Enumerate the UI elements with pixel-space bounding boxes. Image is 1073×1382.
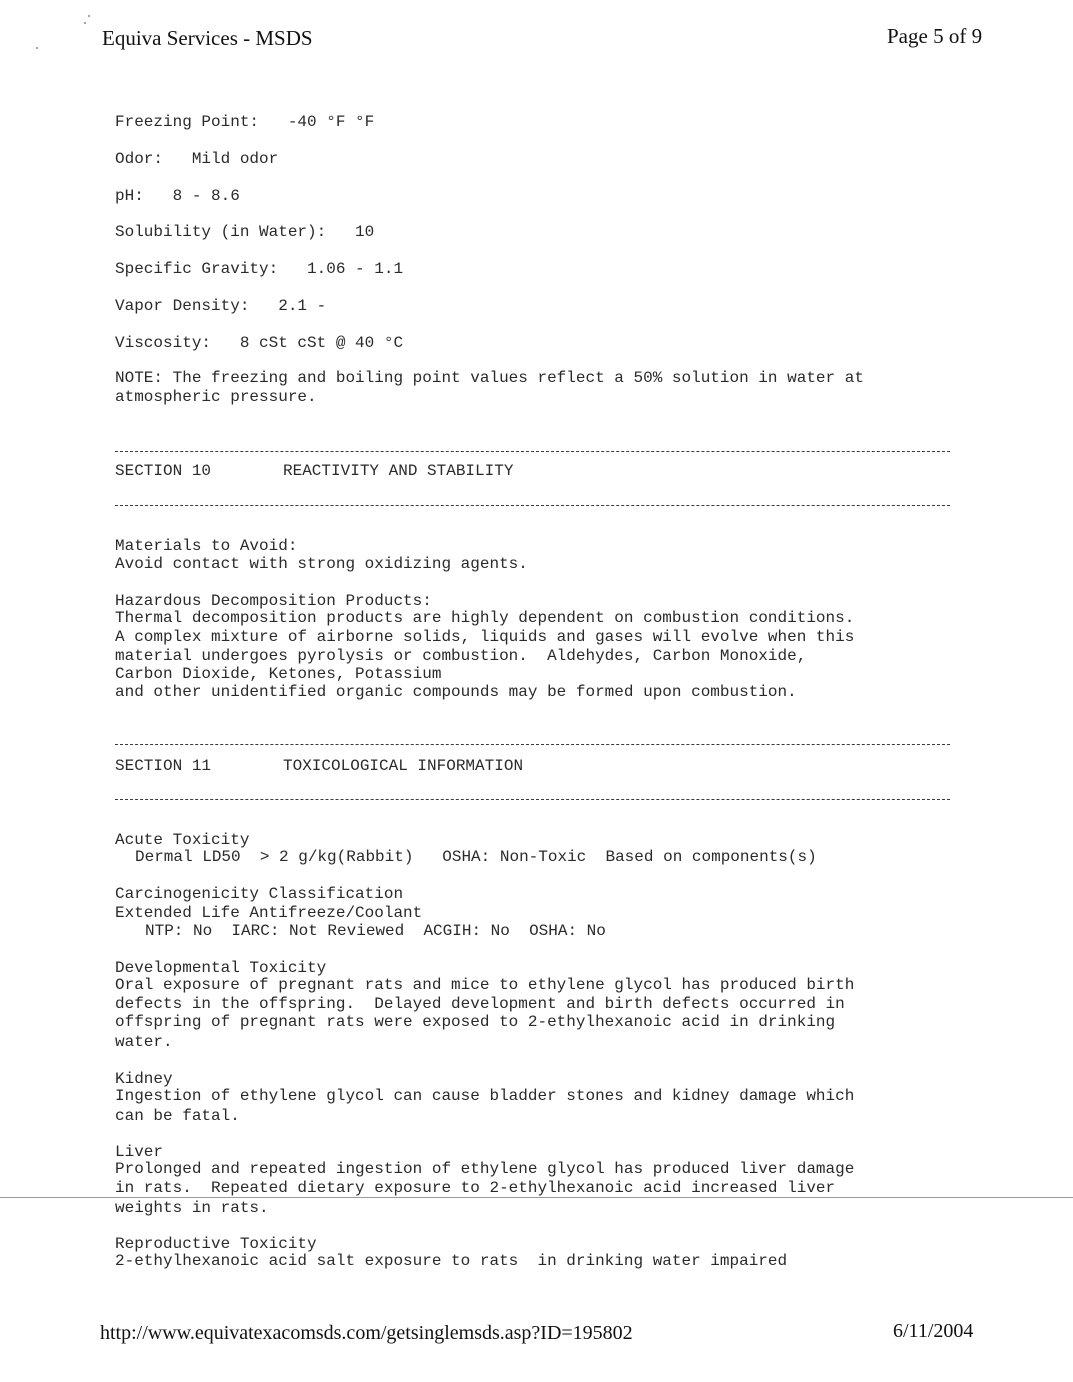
kidney-heading: Kidney [115,1070,173,1088]
document-title: Equiva Services - MSDS [102,26,313,50]
liver-heading: Liver [115,1143,164,1161]
section-divider [115,799,950,800]
hazardous-heading: Hazardous Decomposition Products: [115,592,432,610]
section-11-title: TOXICOLOGICAL INFORMATION [283,757,524,775]
liver-line: in rats. Repeated dietary exposure to 2-ethylhexanoic acid increased liver [115,1179,836,1197]
vapor-density: Vapor Density: 2.1 - [115,297,327,315]
note-line: NOTE: The freezing and boiling point values reflect a 50% solution in water at [115,369,864,387]
note-line: atmospheric pressure. [115,388,317,406]
carcinogenicity-heading: Carcinogenicity Classification [115,885,404,903]
developmental-line: defects in the offspring. Delayed development and birth defects occurred in [115,995,845,1013]
section-11-number: SECTION 11 [115,757,212,775]
hazardous-line: A complex mixture of airborne solids, liquids and gases will evolve when this [115,628,855,646]
section-divider [115,451,950,452]
scan-speck [36,47,38,49]
hazardous-line: and other unidentified organic compounds may be formed upon combustion. [115,683,797,701]
odor: Odor: Mild odor [115,150,279,168]
hazardous-line: material undergoes pyrolysis or combustion. Aldehydes, Carbon Monoxide, [115,647,807,665]
acute-toxicity-heading: Acute Toxicity [115,831,250,849]
materials-heading: Materials to Avoid: [115,537,298,555]
section-divider [115,744,950,745]
developmental-line: Oral exposure of pregnant rats and mice to ethylene glycol has produced birth [115,976,855,994]
section-10-number: SECTION 10 [115,462,212,480]
viscosity: Viscosity: 8 cSt cSt @ 40 °C [115,334,404,352]
ph: pH: 8 - 8.6 [115,187,240,205]
footer-url: http://www.equivatexacomsds.com/getsinglemsds.asp?ID=195802 [100,1322,633,1344]
carcinogenicity-line: NTP: No IARC: Not Reviewed ACGIH: No OSHA: No [145,922,606,940]
reproductive-line: 2-ethylhexanoic acid salt exposure to rats in drinking water impaired [115,1252,788,1270]
reproductive-heading: Reproductive Toxicity [115,1235,317,1253]
footer-date: 6/11/2004 [893,1320,974,1342]
kidney-line: Ingestion of ethylene glycol can cause bladder stones and kidney damage which [115,1087,855,1105]
materials-text: Avoid contact with strong oxidizing agents. [115,555,528,573]
hazardous-line: Carbon Dioxide, Ketones, Potassium [115,665,442,683]
scan-speck [88,15,90,17]
liver-line: weights in rats. [115,1199,269,1217]
kidney-line: can be fatal. [115,1107,240,1125]
scan-speck [84,22,86,24]
acute-toxicity-line: Dermal LD50 > 2 g/kg(Rabbit) OSHA: Non-Toxic Based on components(s) [135,848,817,866]
section-10-title: REACTIVITY AND STABILITY [283,462,514,480]
developmental-heading: Developmental Toxicity [115,959,327,977]
solubility: Solubility (in Water): 10 [115,223,375,241]
carcinogenicity-product: Extended Life Antifreeze/Coolant [115,904,423,922]
specific-gravity: Specific Gravity: 1.06 - 1.1 [115,260,404,278]
section-divider [115,505,950,506]
freezing-point: Freezing Point: -40 °F °F [115,113,375,131]
liver-line: Prolonged and repeated ingestion of ethylene glycol has produced liver damage [115,1160,855,1178]
hazardous-line: Thermal decomposition products are highly dependent on combustion conditions. [115,609,855,627]
developmental-line: offspring of pregnant rats were exposed to 2-ethylhexanoic acid in drinking [115,1013,836,1031]
page-number: Page 5 of 9 [887,24,983,48]
scan-artifact-line [0,1197,1073,1198]
developmental-line: water. [115,1033,173,1051]
